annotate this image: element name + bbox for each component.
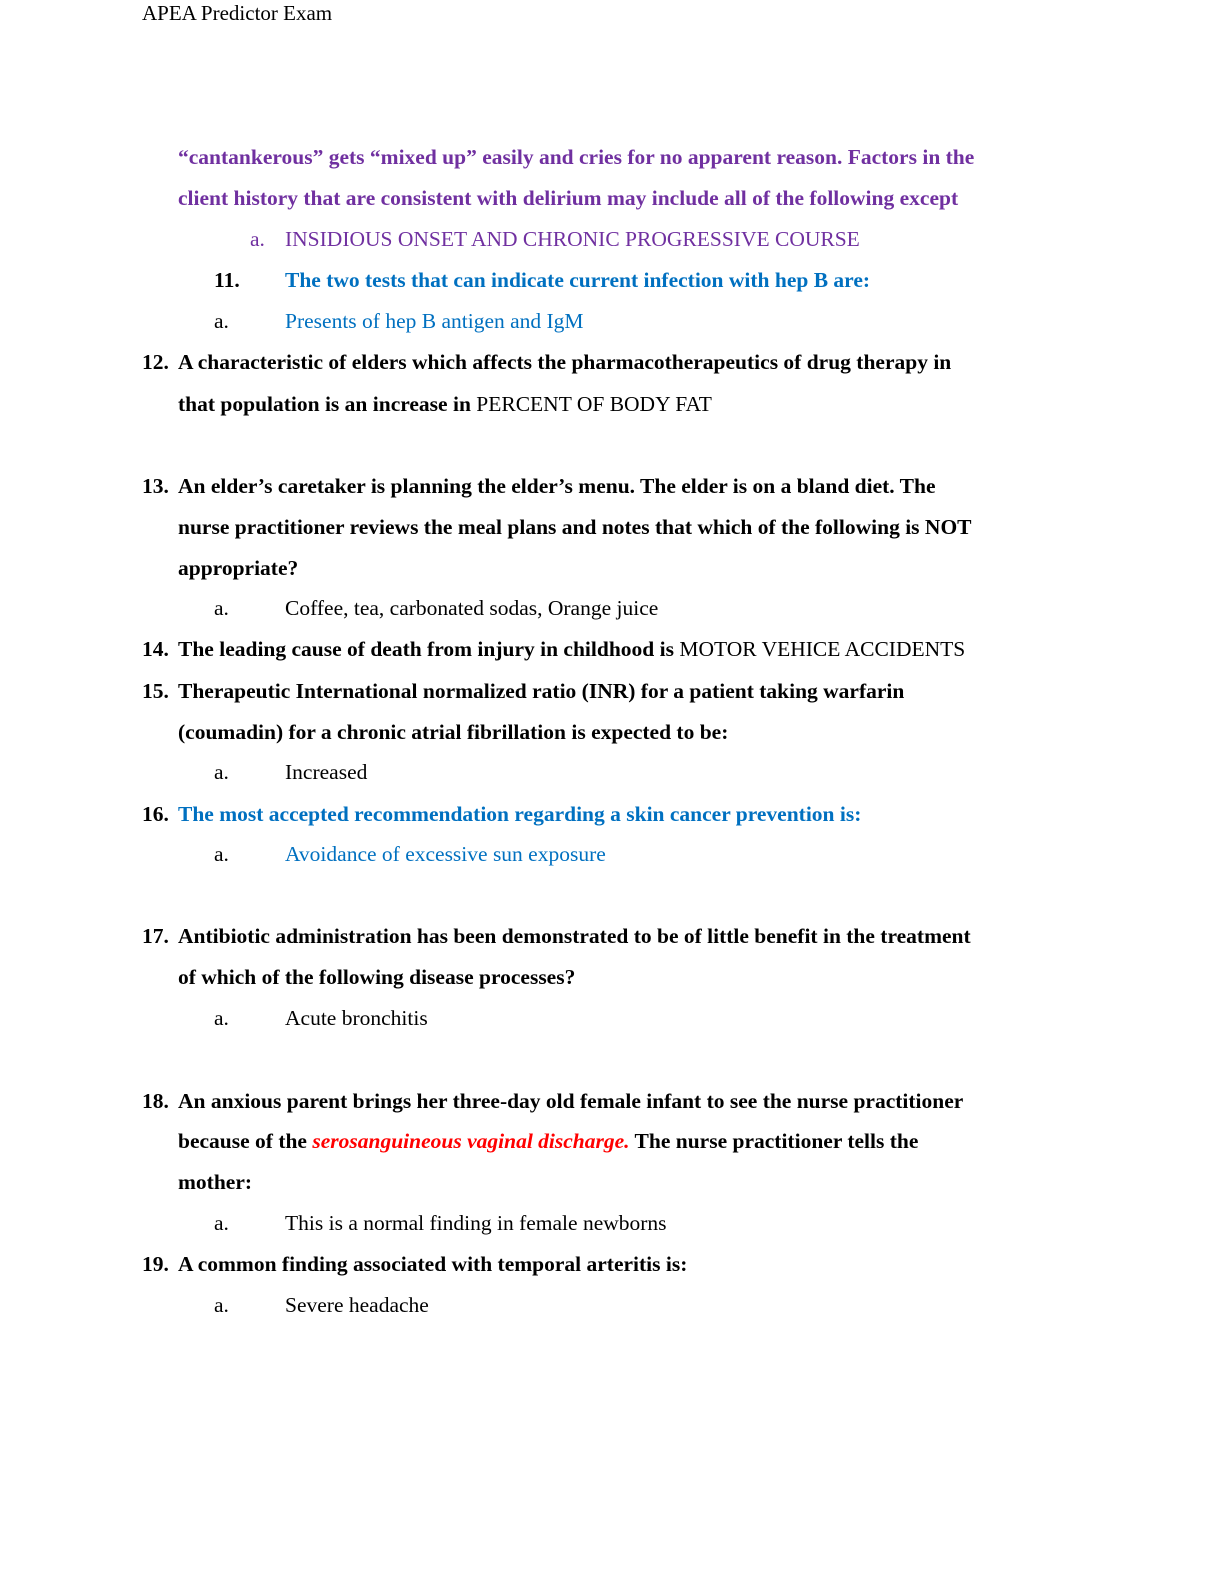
question-18-number: 18.: [142, 1089, 169, 1113]
question-15-answer-letter: a.: [214, 760, 229, 784]
question-17-answer: Acute bronchitis: [285, 1006, 428, 1030]
question-18-line-3: mother:: [178, 1170, 253, 1194]
question-15-line-1: Therapeutic International normalized ratio (INR) for a patient taking warfarin: [178, 679, 905, 703]
question-11-text: The two tests that can indicate current infection with hep B are:: [285, 268, 871, 292]
question-11-number: 11.: [214, 268, 240, 292]
question-12-line-2-text: that population is an increase in: [178, 392, 471, 416]
question-17-number: 17.: [142, 924, 169, 948]
question-19-answer: Severe headache: [285, 1293, 429, 1317]
page-header: APEA Predictor Exam: [142, 1, 333, 25]
question-10-answer-letter: a.: [250, 227, 265, 251]
question-13-line-3: appropriate?: [178, 556, 299, 580]
question-12-answer: PERCENT OF BODY FAT: [476, 392, 712, 416]
question-12-line-1: A characteristic of elders which affects the pharmacotherapeutics of drug therapy in: [178, 350, 952, 374]
question-11-answer: Presents of hep B antigen and IgM: [285, 309, 584, 333]
question-15-number: 15.: [142, 679, 169, 703]
question-13-number: 13.: [142, 474, 169, 498]
question-13-answer-letter: a.: [214, 596, 229, 620]
question-15-answer: Increased: [285, 760, 368, 784]
question-10-line-1: “cantankerous” gets “mixed up” easily and cries for no apparent reason. Factors in the: [178, 145, 975, 169]
question-15-line-2: (coumadin) for a chronic atrial fibrillation is expected to be:: [178, 720, 729, 744]
question-18-answer: This is a normal finding in female newborns: [285, 1211, 667, 1235]
question-10-answer: INSIDIOUS ONSET AND CHRONIC PROGRESSIVE COURSE: [285, 227, 860, 251]
question-17-answer-letter: a.: [214, 1006, 229, 1030]
question-10-line-2: client history that are consistent with delirium may include all of the following except: [178, 186, 959, 210]
question-16-answer: Avoidance of excessive sun exposure: [285, 842, 606, 866]
question-19-number: 19.: [142, 1252, 169, 1276]
question-13-answer: Coffee, tea, carbonated sodas, Orange juice: [285, 596, 659, 620]
question-18-highlighted-term: serosanguineous vaginal discharge.: [312, 1129, 630, 1153]
question-11-answer-letter: a.: [214, 309, 229, 333]
question-16-answer-letter: a.: [214, 842, 229, 866]
question-17-line-2: of which of the following disease processes?: [178, 965, 576, 989]
question-14-answer: MOTOR VEHICE ACCIDENTS: [679, 637, 966, 661]
question-16-text: The most accepted recommendation regarding a skin cancer prevention is:: [178, 802, 862, 826]
question-17-line-1: Antibiotic administration has been demonstrated to be of little benefit in the treatment: [178, 924, 971, 948]
question-14-line: [178, 635, 965, 663]
question-18-line-2-post: The nurse practitioner tells the: [634, 1129, 919, 1153]
question-13-line-2: nurse practitioner reviews the meal plans and notes that which of the following is NOT: [178, 515, 972, 539]
question-14-text: The leading cause of death from injury in childhood is: [178, 637, 674, 661]
question-18-line-1: An anxious parent brings her three-day old female infant to see the nurse practitioner: [178, 1089, 964, 1113]
question-18-line-2: [178, 1127, 918, 1155]
question-12-number: 12.: [142, 350, 169, 374]
question-13-line-1: An elder’s caretaker is planning the elder’s menu. The elder is on a bland diet. The: [178, 474, 936, 498]
question-18-line-2-pre: because of the: [178, 1129, 307, 1153]
question-18-answer-letter: a.: [214, 1211, 229, 1235]
question-12-line-2: [178, 390, 712, 418]
question-19-answer-letter: a.: [214, 1293, 229, 1317]
question-14-number: 14.: [142, 637, 169, 661]
question-16-number: 16.: [142, 802, 169, 826]
question-19-text: A common finding associated with temporal arteritis is:: [178, 1252, 688, 1276]
